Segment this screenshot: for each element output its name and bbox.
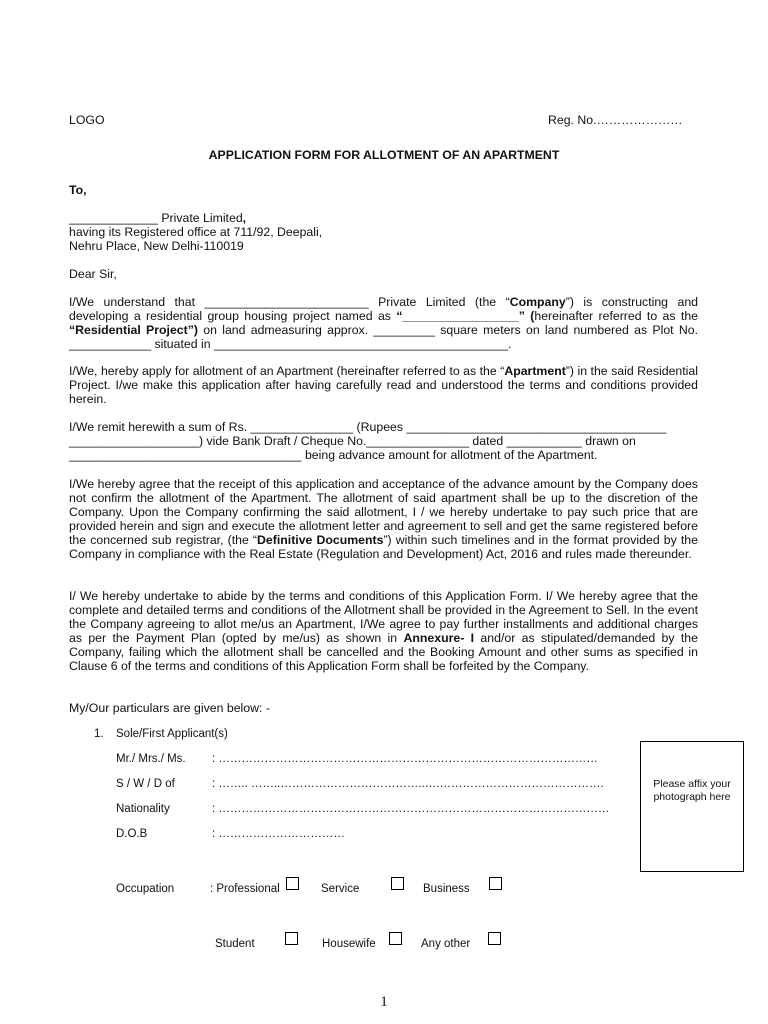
p5-text-c: and/or as stipulated/demanded by the Company, failing which the allotment shall be cancelled and the Booking Amount and other sums as specified in Clause 6 of the terms and conditions of this Application Form shall be forfeited by the Company.: [69, 631, 698, 673]
housewife-checkbox[interactable]: [389, 932, 402, 945]
p2-apartment: Apartment: [504, 364, 566, 378]
field-label-name: Mr./ Mrs./ Ms.: [116, 753, 186, 765]
p5-text-a: I/ We hereby undertake to abide by the terms and conditions of this Application Form. I/ We hereby agree that the complete and detailed terms and conditions of the Allotment shall be provided in the Agreement to Sell. In the event the Company agreeing to allot me/us an Apartment, I/We agree to pay further installments and additional charges as per the Payment Plan (opted by me/us) as shown in: [69, 589, 698, 645]
occupation-housewife-label: Housewife: [322, 938, 376, 950]
paragraph-apply: [69, 364, 698, 406]
p4-definitive-documents: Definitive Documents: [257, 533, 384, 547]
particulars-intro: My/Our particulars are given below: -: [69, 701, 270, 715]
salutation: Dear Sir,: [69, 267, 117, 281]
photo-box: [640, 741, 744, 872]
photo-box-text: Please affix your photograph here: [653, 778, 731, 803]
p4-text-a: I/We hereby agree that the receipt of this application and acceptance of the advance amount by the Company does not confirm the allotment of the Apartment. The allotment of said apartment shall be up to the discretion of the Company. Upon the Company confirming the said allotment, I / we hereby undertake to pay such price that are provided herein and sign and execute the allotment letter and agreement to sell and get the same registered before the concerned sub registrar, (the “: [69, 477, 698, 547]
field-label-nationality: Nationality: [116, 803, 170, 815]
business-checkbox[interactable]: [489, 877, 502, 890]
p1-text-e: hereinafter referred to as the: [534, 309, 699, 323]
reg-no: Reg. No.…………………: [548, 113, 683, 127]
logo-text: LOGO: [69, 113, 105, 127]
p5-annexure: Annexure- I: [403, 631, 475, 645]
paragraph-undertaking: [69, 589, 698, 673]
address-line-2: having its Registered office at 711/92, Deepali,: [69, 225, 323, 239]
page-number: 1: [380, 994, 388, 1010]
address-line-3: Nehru Place, New Delhi-110019: [69, 239, 244, 253]
address-comma: ,: [242, 211, 247, 225]
occupation-label: Occupation: [116, 883, 175, 895]
page-title: APPLICATION FORM FOR ALLOTMENT OF AN APARTMENT: [208, 148, 560, 162]
occupation-professional-label: : Professional: [210, 883, 280, 895]
p1-project-name: “_________________” (: [396, 309, 535, 323]
occupation-business-label: Business: [423, 883, 470, 895]
occupation-any-other-label: Any other: [421, 938, 471, 950]
field-label-dob: D.O.B: [116, 828, 148, 840]
p2-text-c: ”) in the said Residential Project. I/we make this application after having carefully read and understood the terms and conditions provided herein.: [69, 364, 698, 406]
p4-text-c: ”) within such timelines and in the format provided by the Company in compliance with the Real Estate (Regulation and Development) Act, 2016 and rules made thereunder.: [69, 533, 698, 561]
p1-company: Company: [509, 295, 566, 309]
field-value-relation[interactable]: : …….. ……..………………………………..….…………………………………….: [212, 778, 604, 790]
service-checkbox[interactable]: [391, 877, 404, 890]
p1-text-g: on land admeasuring approx. _________ square meters on land numbered as Plot No. ____________ situated in ___________________________________________.: [69, 323, 698, 351]
address-company: _____________ Private Limited: [69, 211, 243, 225]
student-checkbox[interactable]: [285, 932, 298, 945]
occupation-service-label: Service: [321, 883, 360, 895]
p1-text-c: ”) is constructing and developing a residential group housing project named as: [69, 295, 698, 323]
to-label: To,: [69, 183, 87, 197]
occupation-student-label: Student: [215, 938, 255, 950]
section-title: Sole/First Applicant(s): [116, 728, 228, 740]
field-value-nationality[interactable]: : …………………………………………………………………………………………: [212, 803, 610, 815]
p1-residential-project: “Residential Project”): [69, 323, 198, 337]
field-label-relation: S / W / D of: [116, 778, 175, 790]
section-number: 1.: [94, 728, 104, 740]
any-other-checkbox[interactable]: [488, 932, 501, 945]
remit-line-3: __________________________________ being advance amount for allotment of the Apartment.: [69, 448, 598, 462]
paragraph-understanding: [69, 295, 698, 351]
remit-line-1: I/We remit herewith a sum of Rs. _______________ (Rupees ______________________________________: [69, 420, 667, 434]
p2-text-a: I/We, hereby apply for allotment of an Apartment (hereinafter referred to as the “: [69, 364, 505, 378]
address-line-1: [69, 211, 246, 225]
field-value-name[interactable]: : ………………………………………………………………………………………: [212, 753, 598, 765]
field-value-dob[interactable]: : ……………………………: [212, 828, 345, 840]
remit-line-2: ___________________) vide Bank Draft / Cheque No._______________ dated ___________ drawn on: [69, 434, 636, 448]
professional-checkbox[interactable]: [286, 877, 299, 890]
p1-text-a: I/We understand that ________________________ Private Limited (the “: [69, 295, 510, 309]
paragraph-agreement: [69, 477, 698, 561]
